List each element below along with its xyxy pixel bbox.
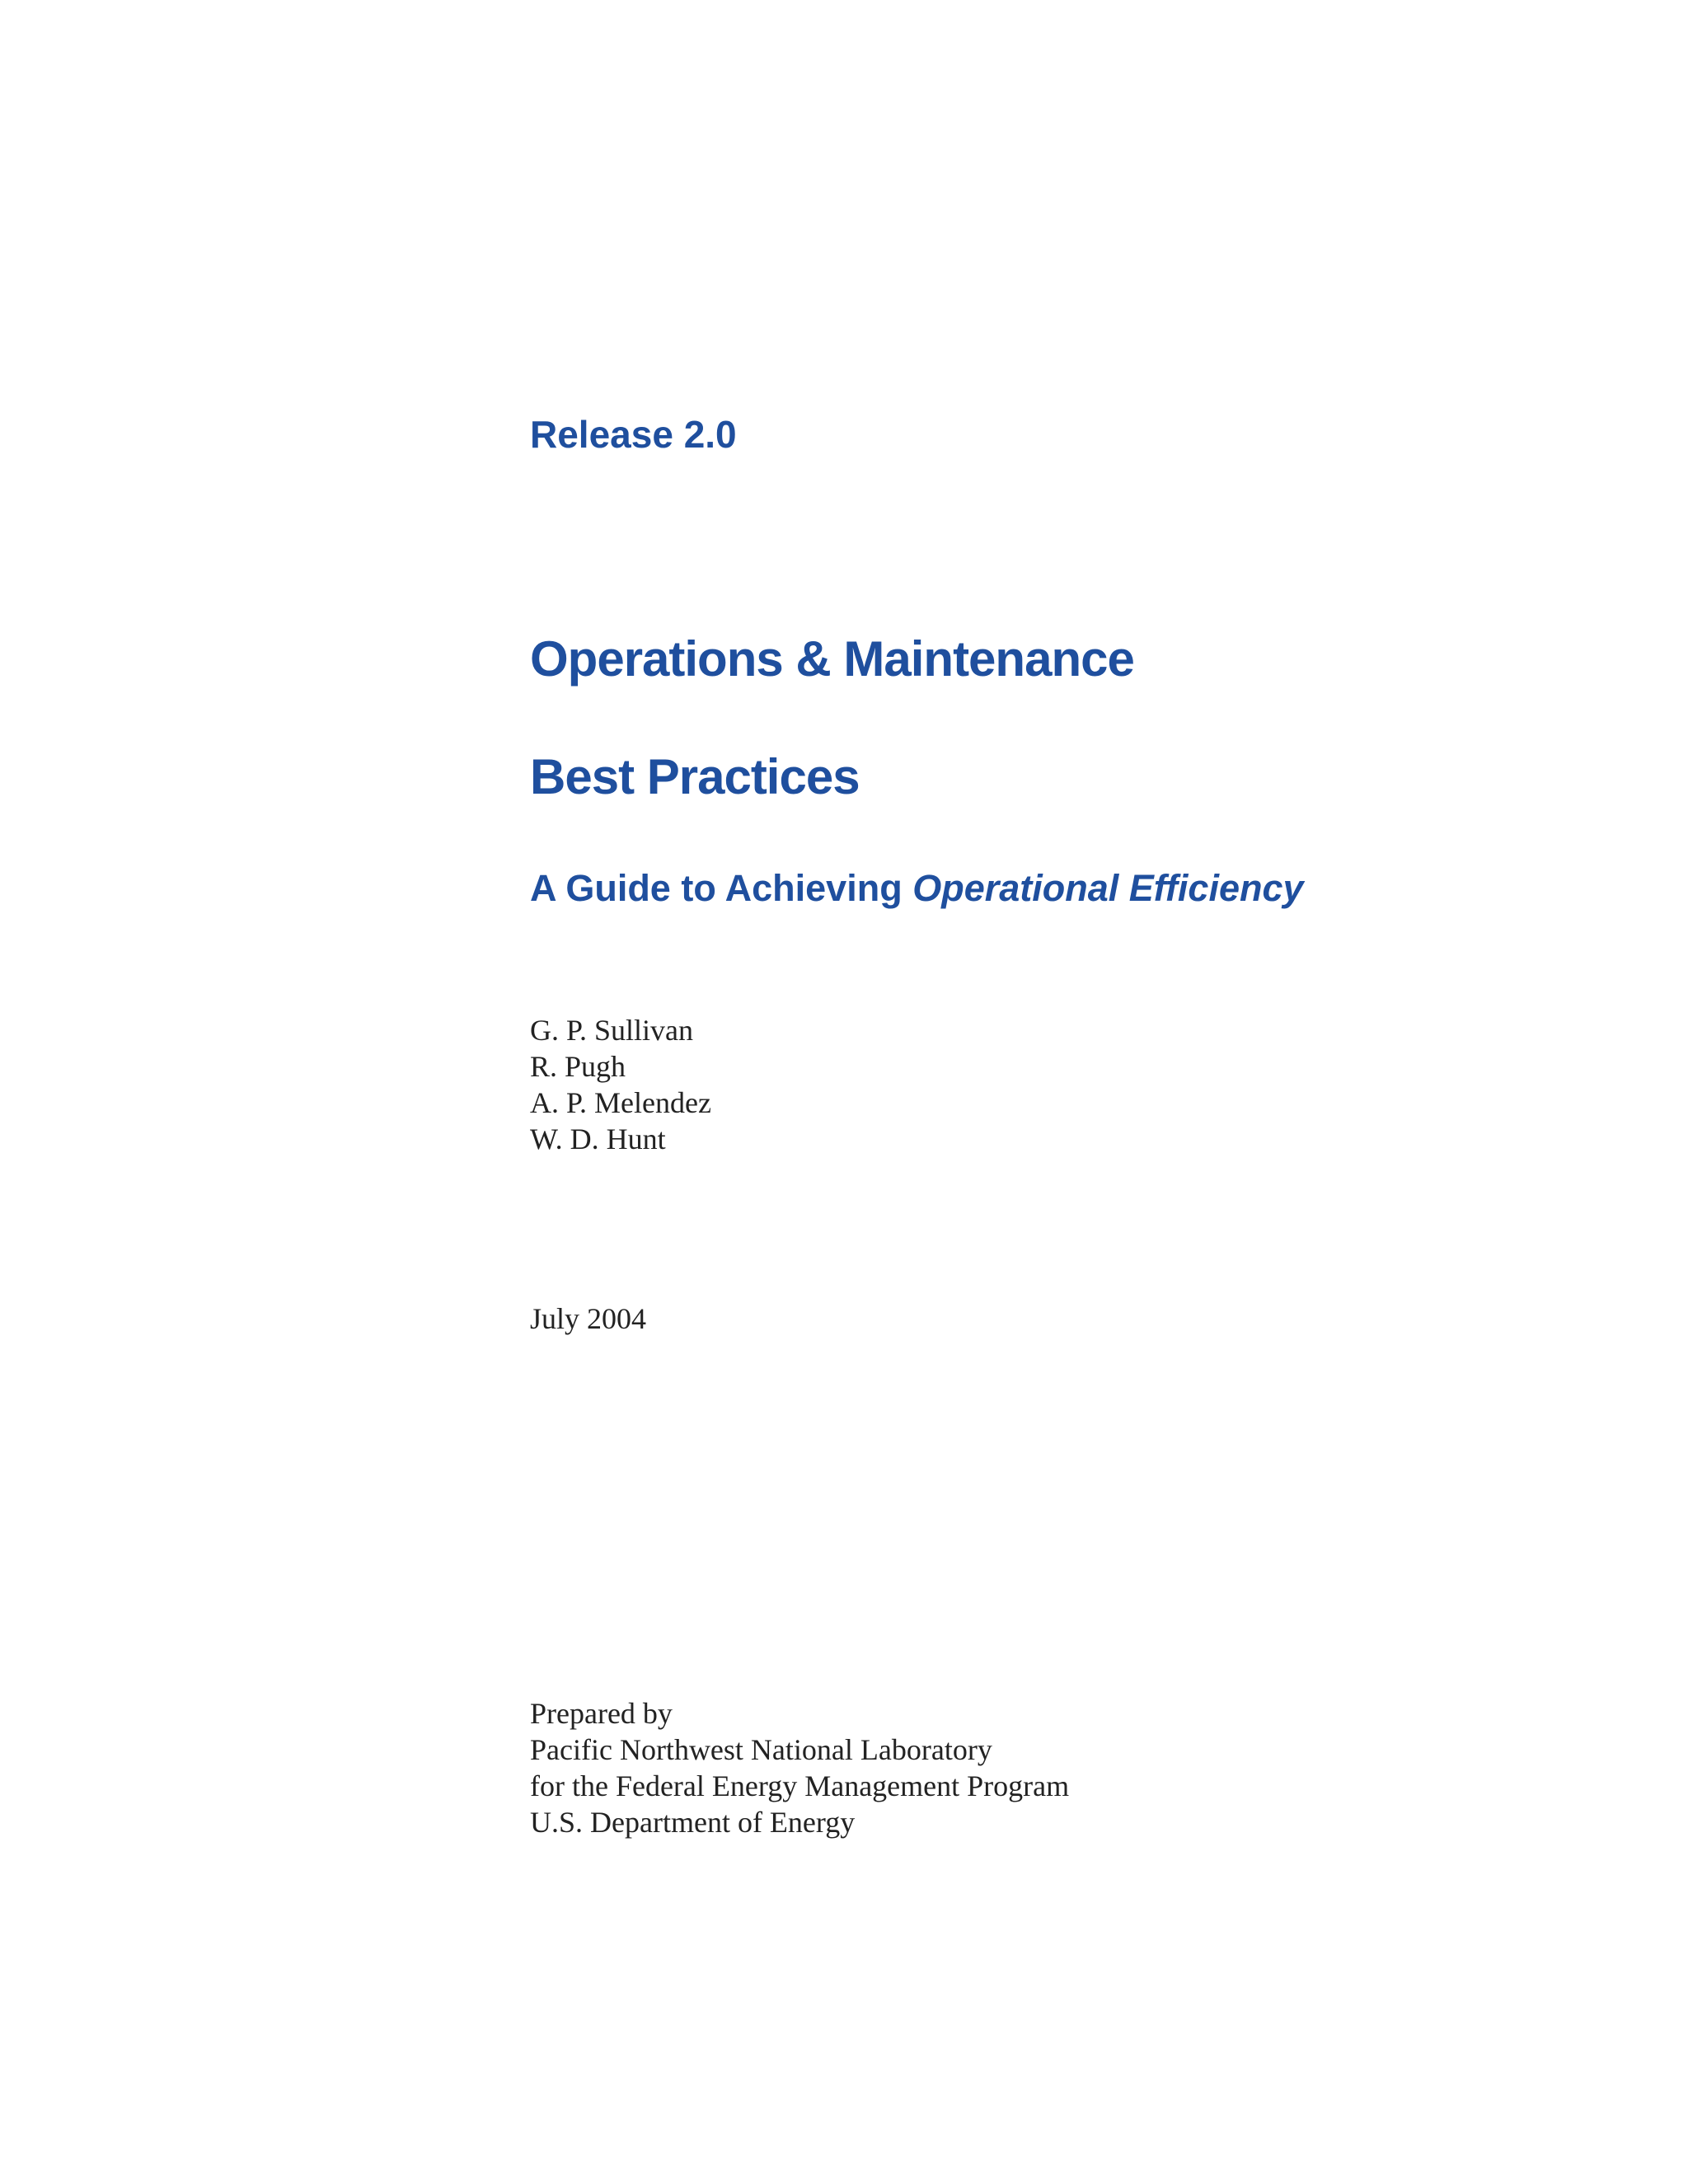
subtitle: [530, 867, 1304, 910]
title-line-2: Best Practices: [530, 749, 860, 804]
prepared-by-line: U.S. Department of Energy: [530, 1806, 856, 1839]
author-name: G. P. Sullivan: [530, 1014, 694, 1047]
prepared-by-block: [530, 1695, 1069, 1840]
subtitle-plain: A Guide to Achieving: [530, 867, 913, 909]
author-name: A. P. Melendez: [530, 1086, 711, 1119]
publication-date: July 2004: [530, 1302, 647, 1335]
prepared-by-line: Prepared by: [530, 1697, 673, 1730]
author-name: W. D. Hunt: [530, 1122, 666, 1155]
prepared-by-line: for the Federal Energy Management Program: [530, 1769, 1070, 1802]
release-label: Release 2.0: [530, 413, 737, 456]
author-list: [530, 1012, 711, 1157]
author-name: R. Pugh: [530, 1050, 626, 1083]
subtitle-italic: Operational Efficiency: [912, 867, 1304, 909]
title-line-1: Operations & Maintenance: [530, 631, 1134, 687]
prepared-by-line: Pacific Northwest National Laboratory: [530, 1733, 992, 1766]
